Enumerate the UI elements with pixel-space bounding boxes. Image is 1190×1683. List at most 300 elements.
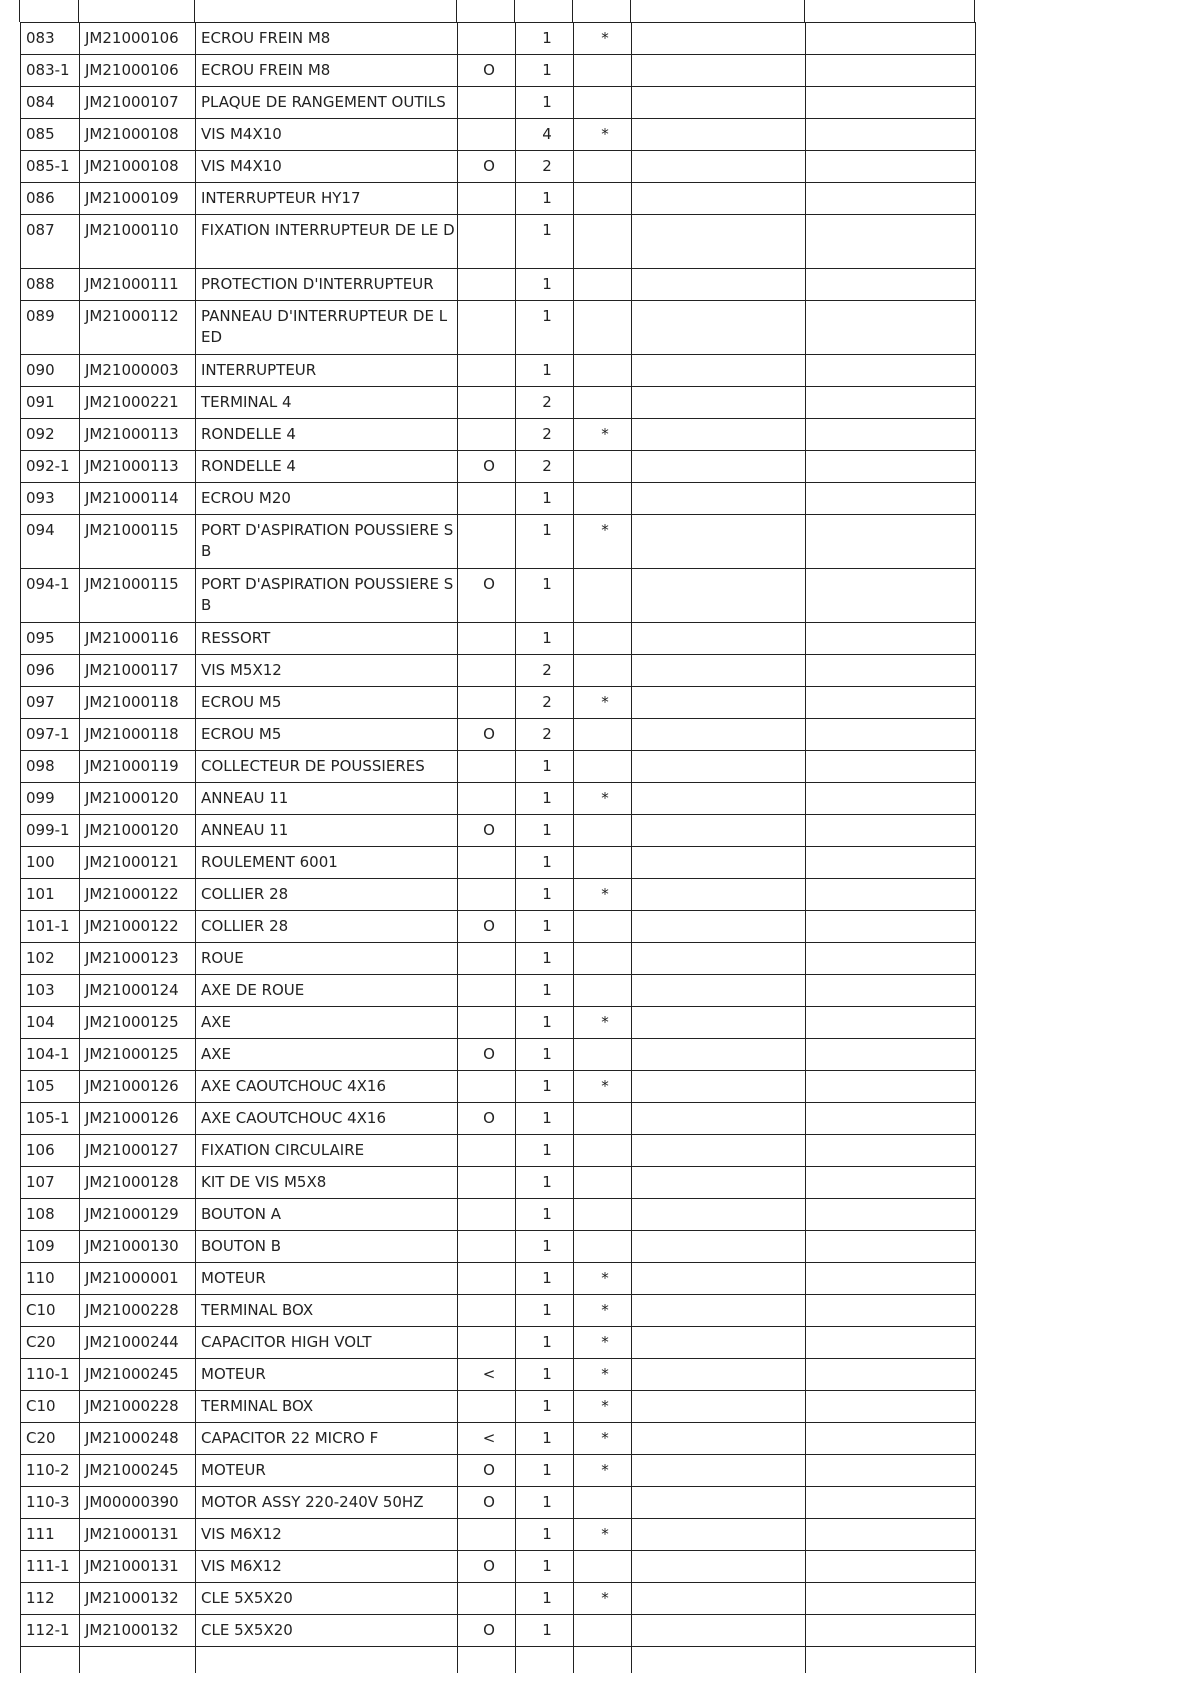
- option-flag-cell: [458, 387, 516, 419]
- quantity-cell: 1: [516, 1135, 574, 1167]
- part-code-cell: JM21000110: [80, 215, 196, 269]
- column-rule: [194, 0, 195, 22]
- option-flag-cell: O: [458, 911, 516, 943]
- empty-cell-a: [632, 1263, 806, 1295]
- part-description-cell: INTERRUPTEUR HY17: [196, 183, 458, 215]
- mark-cell: [574, 943, 632, 975]
- empty-cell-a: [632, 119, 806, 151]
- part-code-cell: JM21000245: [80, 1359, 196, 1391]
- part-description-cell: VIS M6X12: [196, 1551, 458, 1583]
- empty-cell-b: [806, 1455, 976, 1487]
- part-code-cell: JM21000119: [80, 751, 196, 783]
- quantity-cell: 1: [516, 1039, 574, 1071]
- part-ref-cell: 094: [21, 515, 80, 569]
- part-code-cell: JM21000132: [80, 1615, 196, 1647]
- option-flag-cell: [458, 655, 516, 687]
- part-description-cell: KIT DE VIS M5X8: [196, 1167, 458, 1199]
- quantity-cell: 1: [516, 569, 574, 623]
- empty-cell-a: [632, 1327, 806, 1359]
- mark-cell: *: [574, 879, 632, 911]
- option-flag-cell: O: [458, 1551, 516, 1583]
- part-ref-cell: 110: [21, 1263, 80, 1295]
- empty-cell-b: [806, 815, 976, 847]
- option-flag-cell: [458, 419, 516, 451]
- quantity-cell: 2: [516, 151, 574, 183]
- part-ref-cell: 106: [21, 1135, 80, 1167]
- empty-cell-a: [632, 687, 806, 719]
- mark-cell: [574, 751, 632, 783]
- option-flag-cell: [458, 1167, 516, 1199]
- empty-cell-b: [806, 387, 976, 419]
- mark-cell: *: [574, 1295, 632, 1327]
- empty-cell-a: [632, 451, 806, 483]
- table-row: [21, 1135, 976, 1167]
- option-flag-cell: [458, 355, 516, 387]
- table-row: [21, 687, 976, 719]
- option-flag-cell: [458, 1263, 516, 1295]
- table-row: [21, 1167, 976, 1199]
- part-code-cell: JM21000109: [80, 183, 196, 215]
- mark-cell: [574, 1167, 632, 1199]
- option-flag-cell: [458, 1391, 516, 1423]
- table-row: [21, 911, 976, 943]
- part-code-cell: JM21000130: [80, 1231, 196, 1263]
- option-flag-cell: [458, 1071, 516, 1103]
- part-code-cell: JM21000117: [80, 655, 196, 687]
- part-description-cell: RONDELLE 4: [196, 451, 458, 483]
- mark-cell: [574, 483, 632, 515]
- column-rule: [78, 0, 79, 22]
- empty-cell-a: [632, 1199, 806, 1231]
- table-row: [21, 355, 976, 387]
- part-code-cell: JM21000128: [80, 1167, 196, 1199]
- empty-cell-b: [806, 879, 976, 911]
- table-row: [21, 879, 976, 911]
- empty-cell-b: [806, 355, 976, 387]
- part-code-cell: JM21000124: [80, 975, 196, 1007]
- part-code-cell: JM21000106: [80, 23, 196, 55]
- part-ref-cell: 086: [21, 183, 80, 215]
- table-row: [21, 1295, 976, 1327]
- mark-cell: *: [574, 783, 632, 815]
- mark-cell: *: [574, 419, 632, 451]
- table-row: [21, 1615, 976, 1647]
- option-flag-cell: [458, 1583, 516, 1615]
- mark-cell: [574, 975, 632, 1007]
- empty-cell-b: [806, 1199, 976, 1231]
- empty-cell: [632, 1647, 806, 1673]
- part-ref-cell: C10: [21, 1295, 80, 1327]
- part-code-cell: JM21000108: [80, 151, 196, 183]
- table-row: [21, 55, 976, 87]
- part-ref-cell: 110-2: [21, 1455, 80, 1487]
- part-ref-cell: 094-1: [21, 569, 80, 623]
- part-ref-cell: 097: [21, 687, 80, 719]
- option-flag-cell: [458, 1007, 516, 1039]
- empty-cell-b: [806, 55, 976, 87]
- empty-cell-b: [806, 1071, 976, 1103]
- part-description-cell: PANNEAU D'INTERRUPTEUR DE L ED: [196, 301, 458, 355]
- quantity-cell: 1: [516, 1519, 574, 1551]
- part-code-cell: JM21000127: [80, 1135, 196, 1167]
- table-row: [21, 1103, 976, 1135]
- mark-cell: *: [574, 1263, 632, 1295]
- part-ref-cell: 100: [21, 847, 80, 879]
- part-ref-cell: 097-1: [21, 719, 80, 751]
- table-row: [21, 151, 976, 183]
- mark-cell: [574, 911, 632, 943]
- part-ref-cell: 096: [21, 655, 80, 687]
- option-flag-cell: [458, 301, 516, 355]
- empty-cell-b: [806, 623, 976, 655]
- empty-cell-b: [806, 943, 976, 975]
- empty-cell-a: [632, 569, 806, 623]
- part-code-cell: JM21000131: [80, 1519, 196, 1551]
- empty-cell-b: [806, 975, 976, 1007]
- mark-cell: [574, 1103, 632, 1135]
- parts-table: [20, 22, 976, 1673]
- mark-cell: [574, 1199, 632, 1231]
- option-flag-cell: [458, 1135, 516, 1167]
- empty-cell-b: [806, 301, 976, 355]
- part-ref-cell: 089: [21, 301, 80, 355]
- option-flag-cell: <: [458, 1423, 516, 1455]
- option-flag-cell: O: [458, 55, 516, 87]
- part-ref-cell: C20: [21, 1423, 80, 1455]
- quantity-cell: 1: [516, 215, 574, 269]
- empty-cell-a: [632, 719, 806, 751]
- part-description-cell: PORT D'ASPIRATION POUSSIERE S B: [196, 515, 458, 569]
- quantity-cell: 1: [516, 1551, 574, 1583]
- option-flag-cell: <: [458, 1359, 516, 1391]
- empty-cell-a: [632, 183, 806, 215]
- empty-cell-b: [806, 1423, 976, 1455]
- part-code-cell: JM21000108: [80, 119, 196, 151]
- empty-cell-a: [632, 215, 806, 269]
- part-description-cell: MOTEUR: [196, 1455, 458, 1487]
- part-ref-cell: 110-1: [21, 1359, 80, 1391]
- empty-cell-a: [632, 1423, 806, 1455]
- table-row: [21, 483, 976, 515]
- quantity-cell: 1: [516, 879, 574, 911]
- option-flag-cell: [458, 215, 516, 269]
- quantity-cell: 1: [516, 23, 574, 55]
- part-description-cell: MOTEUR: [196, 1359, 458, 1391]
- quantity-cell: 1: [516, 55, 574, 87]
- part-ref-cell: 092: [21, 419, 80, 451]
- part-description-cell: FIXATION CIRCULAIRE: [196, 1135, 458, 1167]
- empty-cell-a: [632, 1487, 806, 1519]
- part-ref-cell: 085-1: [21, 151, 80, 183]
- quantity-cell: 1: [516, 847, 574, 879]
- part-description-cell: TERMINAL BOX: [196, 1391, 458, 1423]
- quantity-cell: 1: [516, 1359, 574, 1391]
- option-flag-cell: [458, 943, 516, 975]
- empty-cell-a: [632, 1167, 806, 1199]
- quantity-cell: 1: [516, 1199, 574, 1231]
- mark-cell: *: [574, 1455, 632, 1487]
- mark-cell: [574, 1039, 632, 1071]
- mark-cell: *: [574, 515, 632, 569]
- empty-cell-a: [632, 783, 806, 815]
- table-row: [21, 719, 976, 751]
- empty-cell-a: [632, 1455, 806, 1487]
- quantity-cell: 1: [516, 1103, 574, 1135]
- empty-cell-a: [632, 151, 806, 183]
- empty-cell-a: [632, 1231, 806, 1263]
- empty-cell-b: [806, 451, 976, 483]
- option-flag-cell: [458, 975, 516, 1007]
- part-description-cell: PROTECTION D'INTERRUPTEUR: [196, 269, 458, 301]
- table-row: [21, 815, 976, 847]
- empty-cell-b: [806, 515, 976, 569]
- part-code-cell: JM21000112: [80, 301, 196, 355]
- table-row: [21, 23, 976, 55]
- part-description-cell: VIS M6X12: [196, 1519, 458, 1551]
- part-description-cell: ECROU M5: [196, 687, 458, 719]
- table-row: [21, 1231, 976, 1263]
- part-description-cell: ECROU FREIN M8: [196, 23, 458, 55]
- option-flag-cell: O: [458, 719, 516, 751]
- quantity-cell: 1: [516, 483, 574, 515]
- empty-cell-a: [632, 301, 806, 355]
- part-description-cell: ROULEMENT 6001: [196, 847, 458, 879]
- table-row: [21, 119, 976, 151]
- part-description-cell: ECROU M20: [196, 483, 458, 515]
- quantity-cell: 1: [516, 1231, 574, 1263]
- table-row: [21, 1039, 976, 1071]
- quantity-cell: 1: [516, 1487, 574, 1519]
- part-ref-cell: 083-1: [21, 55, 80, 87]
- part-code-cell: JM21000129: [80, 1199, 196, 1231]
- empty-cell-b: [806, 483, 976, 515]
- table-row: [21, 847, 976, 879]
- option-flag-cell: [458, 783, 516, 815]
- part-code-cell: JM21000114: [80, 483, 196, 515]
- option-flag-cell: [458, 1327, 516, 1359]
- part-code-cell: JM21000131: [80, 1551, 196, 1583]
- part-ref-cell: 093: [21, 483, 80, 515]
- part-code-cell: JM21000122: [80, 879, 196, 911]
- option-flag-cell: O: [458, 815, 516, 847]
- table-row: [21, 1359, 976, 1391]
- option-flag-cell: O: [458, 451, 516, 483]
- option-flag-cell: O: [458, 1103, 516, 1135]
- quantity-cell: 1: [516, 183, 574, 215]
- part-description-cell: COLLIER 28: [196, 911, 458, 943]
- column-rule: [572, 0, 573, 22]
- quantity-cell: 1: [516, 1583, 574, 1615]
- column-rule: [456, 0, 457, 22]
- part-code-cell: JM21000125: [80, 1007, 196, 1039]
- part-ref-cell: 101-1: [21, 911, 80, 943]
- part-code-cell: JM21000118: [80, 719, 196, 751]
- part-description-cell: AXE CAOUTCHOUC 4X16: [196, 1103, 458, 1135]
- part-description-cell: BOUTON B: [196, 1231, 458, 1263]
- quantity-cell: 1: [516, 623, 574, 655]
- part-code-cell: JM21000115: [80, 569, 196, 623]
- part-ref-cell: 108: [21, 1199, 80, 1231]
- part-description-cell: BOUTON A: [196, 1199, 458, 1231]
- empty-cell-b: [806, 1391, 976, 1423]
- part-description-cell: AXE DE ROUE: [196, 975, 458, 1007]
- option-flag-cell: [458, 183, 516, 215]
- part-description-cell: CAPACITOR HIGH VOLT: [196, 1327, 458, 1359]
- part-code-cell: JM21000001: [80, 1263, 196, 1295]
- table-continuation-row: [21, 1647, 976, 1673]
- table-row: [21, 943, 976, 975]
- part-ref-cell: 104: [21, 1007, 80, 1039]
- part-description-cell: RONDELLE 4: [196, 419, 458, 451]
- empty-cell-a: [632, 515, 806, 569]
- column-rule: [514, 0, 515, 22]
- part-description-cell: ECROU M5: [196, 719, 458, 751]
- part-description-cell: MOTOR ASSY 220-240V 50HZ: [196, 1487, 458, 1519]
- part-ref-cell: 112-1: [21, 1615, 80, 1647]
- mark-cell: [574, 269, 632, 301]
- mark-cell: *: [574, 1391, 632, 1423]
- mark-cell: [574, 815, 632, 847]
- quantity-cell: 1: [516, 1391, 574, 1423]
- part-description-cell: INTERRUPTEUR: [196, 355, 458, 387]
- part-description-cell: AXE: [196, 1007, 458, 1039]
- part-description-cell: FIXATION INTERRUPTEUR DE LE D: [196, 215, 458, 269]
- part-code-cell: JM21000125: [80, 1039, 196, 1071]
- option-flag-cell: [458, 269, 516, 301]
- empty-cell-b: [806, 1295, 976, 1327]
- quantity-cell: 1: [516, 751, 574, 783]
- mark-cell: *: [574, 1583, 632, 1615]
- part-code-cell: JM21000122: [80, 911, 196, 943]
- quantity-cell: 1: [516, 1071, 574, 1103]
- mark-cell: *: [574, 1359, 632, 1391]
- column-rule: [804, 0, 805, 22]
- table-row: [21, 975, 976, 1007]
- part-code-cell: JM21000121: [80, 847, 196, 879]
- table-row: [21, 1263, 976, 1295]
- quantity-cell: 2: [516, 451, 574, 483]
- quantity-cell: 1: [516, 783, 574, 815]
- table-row: [21, 1391, 976, 1423]
- option-flag-cell: [458, 1519, 516, 1551]
- mark-cell: [574, 1135, 632, 1167]
- part-code-cell: JM21000132: [80, 1583, 196, 1615]
- empty-cell-a: [632, 355, 806, 387]
- empty-cell-b: [806, 719, 976, 751]
- part-code-cell: JM21000115: [80, 515, 196, 569]
- table-row: [21, 1007, 976, 1039]
- mark-cell: *: [574, 119, 632, 151]
- quantity-cell: 1: [516, 943, 574, 975]
- mark-cell: *: [574, 687, 632, 719]
- quantity-cell: 1: [516, 1455, 574, 1487]
- quantity-cell: 1: [516, 1423, 574, 1455]
- part-ref-cell: 105-1: [21, 1103, 80, 1135]
- option-flag-cell: O: [458, 1455, 516, 1487]
- option-flag-cell: [458, 23, 516, 55]
- part-description-cell: ANNEAU 11: [196, 783, 458, 815]
- empty-cell-a: [632, 1391, 806, 1423]
- empty-cell-b: [806, 1359, 976, 1391]
- quantity-cell: 1: [516, 1263, 574, 1295]
- empty-cell-a: [632, 23, 806, 55]
- empty-cell-b: [806, 569, 976, 623]
- part-code-cell: JM00000390: [80, 1487, 196, 1519]
- part-ref-cell: 085: [21, 119, 80, 151]
- empty-cell: [80, 1647, 196, 1673]
- empty-cell-b: [806, 1263, 976, 1295]
- table-row: [21, 1519, 976, 1551]
- quantity-cell: 1: [516, 1327, 574, 1359]
- table-row: [21, 301, 976, 355]
- mark-cell: [574, 569, 632, 623]
- empty-cell-b: [806, 1519, 976, 1551]
- empty-cell-b: [806, 1231, 976, 1263]
- empty-cell-b: [806, 847, 976, 879]
- empty-cell: [458, 1647, 516, 1673]
- part-description-cell: ROUE: [196, 943, 458, 975]
- empty-cell-a: [632, 55, 806, 87]
- part-description-cell: AXE CAOUTCHOUC 4X16: [196, 1071, 458, 1103]
- part-ref-cell: 090: [21, 355, 80, 387]
- empty-cell-b: [806, 751, 976, 783]
- part-ref-cell: 110-3: [21, 1487, 80, 1519]
- empty-cell-a: [632, 269, 806, 301]
- empty-cell-b: [806, 783, 976, 815]
- mark-cell: [574, 655, 632, 687]
- part-description-cell: MOTEUR: [196, 1263, 458, 1295]
- empty-cell-b: [806, 1487, 976, 1519]
- mark-cell: *: [574, 1327, 632, 1359]
- option-flag-cell: [458, 687, 516, 719]
- empty-cell-b: [806, 1551, 976, 1583]
- part-code-cell: JM21000111: [80, 269, 196, 301]
- empty-cell-b: [806, 1135, 976, 1167]
- part-ref-cell: 103: [21, 975, 80, 1007]
- quantity-cell: 1: [516, 975, 574, 1007]
- empty-cell-b: [806, 1583, 976, 1615]
- empty-cell-a: [632, 1615, 806, 1647]
- empty-cell: [196, 1647, 458, 1673]
- table-row: [21, 419, 976, 451]
- column-rule: [630, 0, 631, 22]
- mark-cell: [574, 719, 632, 751]
- empty-cell-a: [632, 1135, 806, 1167]
- empty-cell-a: [632, 1103, 806, 1135]
- empty-cell-a: [632, 751, 806, 783]
- mark-cell: [574, 215, 632, 269]
- part-ref-cell: 105: [21, 1071, 80, 1103]
- mark-cell: [574, 183, 632, 215]
- mark-cell: [574, 1487, 632, 1519]
- part-ref-cell: 092-1: [21, 451, 80, 483]
- option-flag-cell: [458, 847, 516, 879]
- part-ref-cell: 099: [21, 783, 80, 815]
- empty-cell-b: [806, 151, 976, 183]
- quantity-cell: 1: [516, 1007, 574, 1039]
- table-row: [21, 451, 976, 483]
- mark-cell: [574, 387, 632, 419]
- part-code-cell: JM21000106: [80, 55, 196, 87]
- empty-cell: [21, 1647, 80, 1673]
- part-ref-cell: 104-1: [21, 1039, 80, 1071]
- empty-cell-a: [632, 655, 806, 687]
- part-code-cell: JM21000244: [80, 1327, 196, 1359]
- part-description-cell: AXE: [196, 1039, 458, 1071]
- option-flag-cell: O: [458, 1615, 516, 1647]
- empty-cell-a: [632, 975, 806, 1007]
- part-description-cell: CLE 5X5X20: [196, 1583, 458, 1615]
